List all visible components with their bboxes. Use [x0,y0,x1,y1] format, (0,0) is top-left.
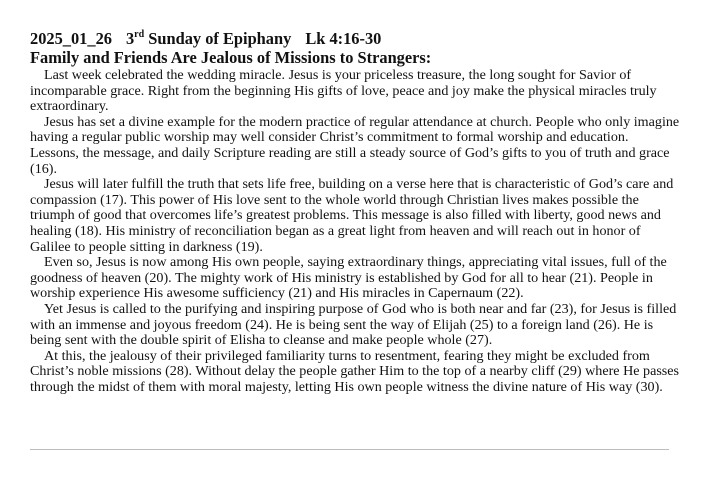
scripture-reference: Lk 4:16-30 [305,29,382,48]
bottom-divider [30,449,669,450]
sermon-date: 2025_01_26 [30,29,112,48]
occasion-name: Sunday of Epiphany [148,29,292,48]
occasion-ordinal-suffix: rd [134,28,145,40]
occasion-ordinal: 3 [125,29,135,48]
sermon-title: Family and Friends Are Jealous of Missions to Strangers: [30,48,432,67]
sermon-body [30,68,680,395]
paragraph-1: Last week celebrated the wedding miracle. Jesus is your priceless treasure, the long sought for Savior of incomparable grace. Right from the beginning His gifts of love, peace and joy make the physical miracles truly extraordinary. [30,67,657,115]
header-line [30,29,680,48]
paragraph-5: Yet Jesus is called to the purifying and inspiring purpose of God who is both near and far (23), for Jesus is filled with an immense and joyous freedom (24). He is being sent the way of Elijah (25) to a foreign land (26). He is being sent with the double spirit of Elisha to cleanse and make people whole (27). [30,300,677,349]
paragraph-3: Jesus will later fulfill the truth that sets life free, building on a verse here that is characteristic of God’s care and compassion (17). This power of His love sent to the whole world through Christian lives makes possible the triumph of good that overcomes life’s greatest problems. This message is also filled with liberty, good news and healing (18). His ministry of reconciliation began as a great light from heaven and will reach out in honor of Galilee to people sitting in darkness (19). [30,176,674,255]
paragraph-4: Even so, Jesus is now among His own people, saying extraordinary things, appreciating vital issues, full of the goodness of heaven (20). The mighty work of His ministry is established by God for all to hear (21). People in worship experience His awesome sufficiency (21) and His miracles in Capernaum (22). [30,254,667,302]
paragraph-2: Jesus has set a divine example for the modern practice of regular attendance at church. People who only imagine having a regular public worship may well consider Christ’s commitment to formal worship and education. Lessons, the message, and daily Scripture reading are still a steady source of God’s gifts to you of truth and grace (16). [30,113,680,177]
document-page [30,29,680,395]
paragraph-6: At this, the jealousy of their privileged familiarity turns to resentment, fearing they might be excluded from Christ’s noble missions (28). Without delay the people gather Him to the top of a nearby cliff (29) where He passes through the midst of them with moral majesty, letting His own people witness the divine nature of His way (30). [30,347,680,395]
